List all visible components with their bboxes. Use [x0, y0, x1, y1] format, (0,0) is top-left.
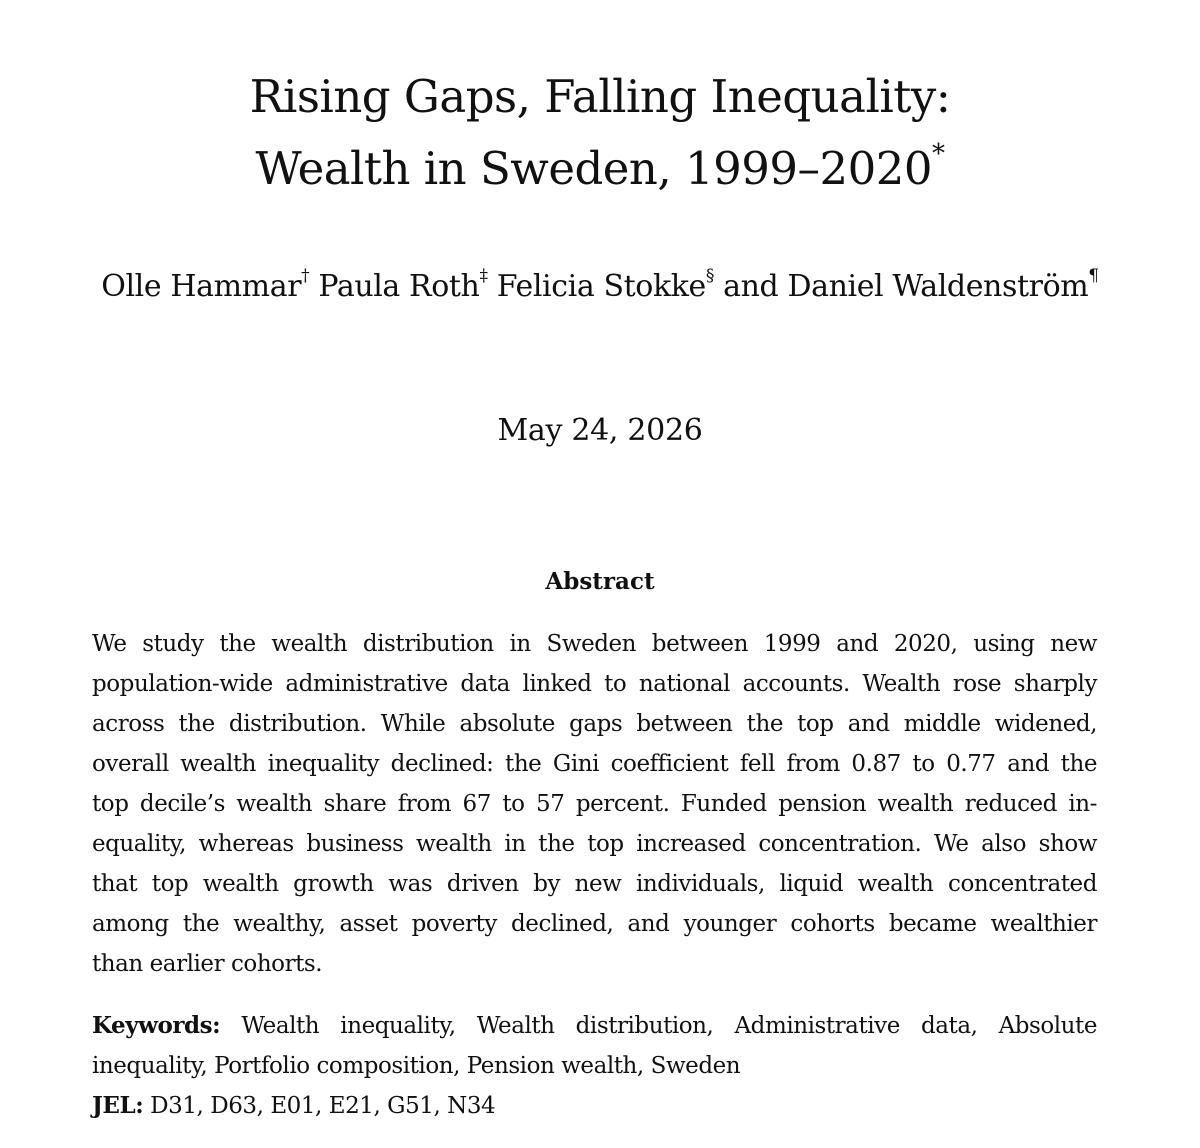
- author-name: Felicia Stokke: [496, 269, 706, 304]
- paper-title-line-2-text: Wealth in Sweden, 1999–2020: [255, 142, 933, 195]
- abstract-line: population-wide administrative data linked to national accounts. Wealth rose sharply: [92, 671, 1097, 697]
- abstract-line: across the distribution. While absolute gaps between the top and middle widened,: [92, 711, 1097, 737]
- paper-title-line-2: [0, 139, 1200, 195]
- author-footnote-mark[interactable]: †: [301, 266, 310, 286]
- keywords-label: Keywords:: [92, 1012, 221, 1039]
- title-footnote-mark[interactable]: *: [932, 139, 945, 169]
- jel-codes: D31, D63, E01, E21, G51, N34: [150, 1093, 496, 1119]
- abstract-line: We study the wealth distribution in Sweden between 1999 and 2020, using new: [92, 631, 1097, 657]
- author-name: Daniel Waldenström: [787, 269, 1089, 304]
- abstract-line: overall wealth inequality declined: the Gini coefficient fell from 0.87 to 0.77 and the: [92, 751, 1097, 777]
- author-name: Olle Hammar: [101, 269, 302, 304]
- keywords-line-1: [92, 1006, 1097, 1046]
- author-footnote-mark[interactable]: ¶: [1088, 266, 1099, 286]
- keywords-text: Wealth inequality, Wealth distribution, Administrative data, Absolute: [241, 1013, 1097, 1039]
- author-footnote-mark[interactable]: ‡: [479, 266, 488, 286]
- author-list: [0, 266, 1200, 304]
- jel-label: JEL:: [92, 1092, 144, 1119]
- paper-title-line-1: Rising Gaps, Falling Inequality:: [249, 70, 951, 123]
- keywords-line-2: inequality, Portfolio composition, Pension wealth, Sweden: [92, 1053, 741, 1079]
- keywords-block: [92, 1006, 1097, 1126]
- abstract-line: that top wealth growth was driven by new individuals, liquid wealth concentrated: [92, 871, 1097, 897]
- abstract-heading: Abstract: [545, 568, 655, 595]
- publication-date: May 24, 2026: [497, 413, 703, 448]
- abstract-line: equality, whereas business wealth in the top increased concentration. We also show: [92, 831, 1097, 857]
- abstract-body: [92, 624, 1097, 984]
- author-separator: [488, 269, 497, 304]
- abstract-line: top decile’s wealth share from 67 to 57 percent. Funded pension wealth reduced in-: [92, 791, 1097, 817]
- author-separator: and: [713, 269, 788, 304]
- author-footnote-mark[interactable]: §: [705, 266, 714, 286]
- abstract-line: than earlier cohorts.: [92, 951, 323, 977]
- author-name: Paula Roth: [318, 269, 480, 304]
- jel-line: [92, 1086, 1097, 1126]
- abstract-line: among the wealthy, asset poverty declined, and younger cohorts became wealthier: [92, 911, 1097, 937]
